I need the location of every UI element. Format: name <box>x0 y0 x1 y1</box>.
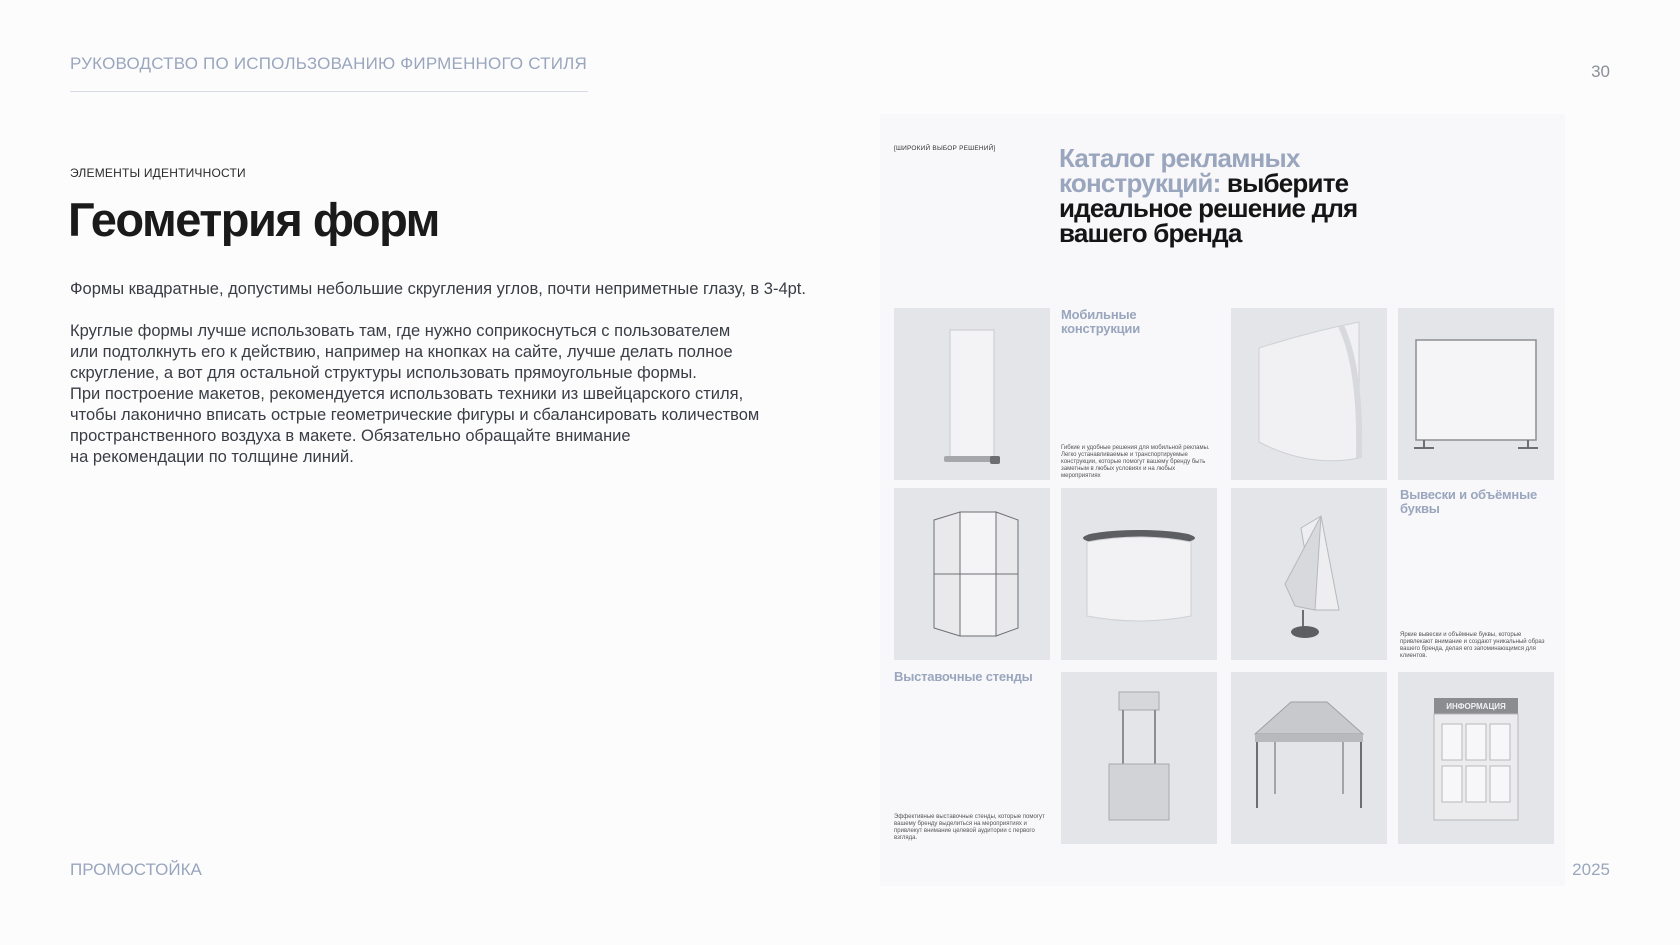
section-label: ЭЛЕМЕНТЫ ИДЕНТИЧНОСТИ <box>70 166 246 180</box>
exhibition-stands-heading: Выставочные стенды <box>894 669 1033 684</box>
mobile-structures-desc: Гибкие и удобные решения для мобильной рекламы. Легко устанавливаемые и транспортируемые конструкции, которые помогут вашему бренду быть заметным в любых условиях и на любых мероприятиях <box>1061 445 1210 479</box>
tile-promo-table <box>1061 672 1217 844</box>
exhibition-stands-desc: Эффективные выставочные стенды, которые помогут вашему бренду выделиться на мероприятиях и привлекут внимание целевой аудитории с первого взгляда. <box>894 814 1045 841</box>
paragraph-line: на рекомендации по толщине линий. <box>70 448 354 466</box>
paragraph-forms: Формы квадратные, допустимы небольшие скругления углов, почти неприметные глазу, в 3-4pt. <box>70 280 806 298</box>
catalog-tag: [ШИРОКИЙ ВЫБОР РЕШЕНИЙ] <box>894 145 996 152</box>
signs-cell <box>1400 488 1556 660</box>
folding-panel-display-icon <box>894 488 1050 660</box>
tile-promo-counter <box>1061 488 1217 660</box>
paragraph-line: чтобы лаконично вписать острые геометрические фигуры и сбалансировать количеством <box>70 406 760 424</box>
paragraph-line: При построение макетов, рекомендуется использовать техники из швейцарского стиля, <box>70 385 744 403</box>
tile-flag-banner <box>1231 488 1387 660</box>
header-divider <box>70 91 588 92</box>
exhibition-stands-cell <box>894 670 1050 842</box>
flag-banner-icon <box>1231 488 1387 660</box>
footer-year: 2025 <box>1572 860 1610 879</box>
catalog-title-accent: Каталог рекламных конструкций: <box>1059 143 1300 198</box>
paragraph-layout <box>70 321 810 468</box>
catalog-preview <box>880 114 1565 886</box>
paragraph-line: скругление, а вот для остальной структуры использовать прямоугольные формы. <box>70 364 697 382</box>
paragraph-line: или подтолкнуть его к действию, например на кнопках на сайте, лучше делать полное <box>70 343 733 361</box>
tile-info-board <box>1398 672 1554 844</box>
guide-title: РУКОВОДСТВО ПО ИСПОЛЬЗОВАНИЮ ФИРМЕННОГО СТИЛЯ <box>70 54 588 73</box>
catalog-title <box>1059 143 1359 248</box>
body-text <box>70 279 810 489</box>
catalog-title-dark: выберите идеальное решение для вашего бренда <box>1059 168 1358 248</box>
info-board-label: ИНФОРМАЦИЯ <box>1446 702 1506 711</box>
curved-popup-wall-icon <box>1231 308 1387 480</box>
press-wall-icon <box>1398 308 1554 480</box>
page-title: Геометрия форм <box>68 193 439 246</box>
paragraph-line: Круглые формы лучше использовать там, где нужно соприкоснуться с пользователем <box>70 322 731 340</box>
page-number: 30 <box>1591 62 1610 81</box>
roll-up-banner-icon <box>894 308 1050 480</box>
paragraph-line: пространственного воздуха в макете. Обязательно обращайте внимание <box>70 427 631 445</box>
promo-table-icon <box>1061 672 1217 844</box>
tile-press-wall <box>1398 308 1554 480</box>
signs-heading: Вывески и объёмные буквы <box>1400 487 1538 516</box>
footer-brand: ПРОМОСТОЙКА <box>70 860 202 879</box>
tile-roll-up <box>894 308 1050 480</box>
info-board-icon <box>1398 672 1554 844</box>
mobile-structures-cell <box>1061 308 1217 480</box>
signs-desc: Яркие вывески и объёмные буквы, которые привлекают внимание и создают уникальный образ вашего бренда, делая его запоминающимся для клиентов. <box>1400 632 1545 659</box>
promo-counter-icon <box>1061 488 1217 660</box>
tile-curved-wall <box>1231 308 1387 480</box>
tile-pop-up-tent <box>1231 672 1387 844</box>
pop-up-tent-icon <box>1231 672 1387 844</box>
tile-folding-display <box>894 488 1050 660</box>
mobile-structures-heading: Мобильные конструкции <box>1061 307 1141 336</box>
